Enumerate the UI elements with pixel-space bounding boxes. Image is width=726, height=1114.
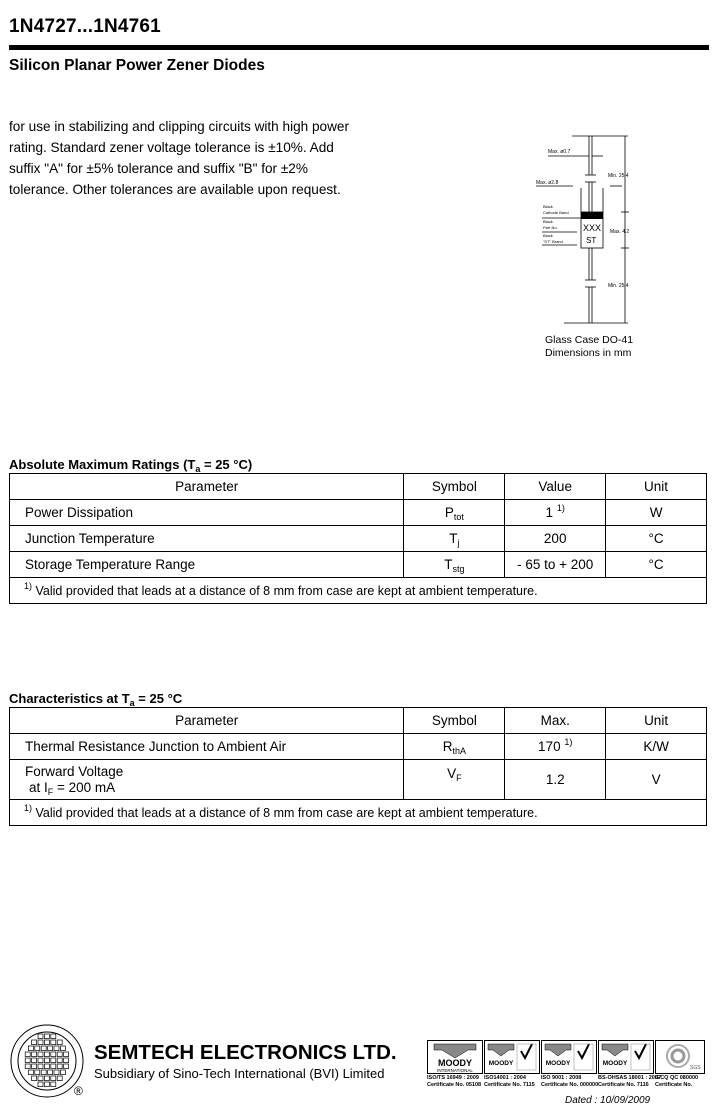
header-parameter: Parameter [10,708,404,734]
svg-text:INTERNATIONAL: INTERNATIONAL [437,1068,473,1073]
logo-cell [38,1064,43,1069]
cell-parameter: Thermal Resistance Junction to Ambient Air [10,734,404,760]
svg-text:Part No.: Part No. [543,225,558,230]
logo-cell [48,1046,53,1051]
logo-cell [41,1046,46,1051]
table-footnote: $^{1)}$ Valid provided that leads at a distance of 8 mm from case are kept at ambient temperature. [10,800,707,826]
logo-cell [28,1046,33,1051]
logo-cell [32,1076,37,1081]
cell-unit: V [606,760,707,800]
package-caption [545,334,633,359]
characteristics-title: Characteristics at $T_a = 25$ °C [9,691,183,708]
logo-cell [35,1046,40,1051]
company-subsidiary: Subsidiary of Sino-Tech International (BVI) Limited [94,1066,385,1081]
cell-value: 1 $^{1)}$ [505,500,606,526]
svg-text:MOODY: MOODY [437,1058,473,1068]
logo-cell [38,1034,43,1039]
table-row [10,526,707,552]
logo-cell [51,1058,56,1063]
logo-cell [44,1058,49,1063]
logo-cell [25,1064,30,1069]
svg-text:Black: Black [543,233,553,238]
logo-cell [60,1046,65,1051]
cell-unit: °C [606,552,707,578]
logo-cell [44,1076,49,1081]
cert-logo-moody-ukas-3 [598,1040,654,1074]
svg-text:MOODY: MOODY [602,1060,628,1067]
svg-text:Cathode Band: Cathode Band [543,210,569,215]
table-row [10,552,707,578]
document-date: Dated : 10/09/2009 [565,1095,651,1106]
header-symbol: Symbol [404,708,505,734]
logo-cell [64,1052,69,1057]
logo-cell [57,1058,62,1063]
characteristics-table [9,707,707,826]
logo-cell [38,1076,43,1081]
document-title: 1N4727...1N4761 [9,16,161,37]
cert-logo-moody-ukas-2 [541,1040,597,1074]
logo-cell [51,1064,56,1069]
header-unit: Unit [606,708,707,734]
logo-cell [44,1040,49,1045]
registered-mark: ® [74,1084,83,1098]
logo-cell [44,1064,49,1069]
cell-value: 200 [505,526,606,552]
marking-part: XXX [583,223,602,233]
logo-cell [41,1070,46,1075]
cell-parameter: Junction Temperature [10,526,404,552]
logo-cell [32,1052,37,1057]
cert-text: ISO/TS 16949 : 2009 Certificate No. 05108 [427,1075,482,1088]
header-max: Max. [505,708,606,734]
table-header-row [10,474,707,500]
description-paragraph: for use in stabilizing and clipping circuits with high power rating. Standard zener voltage tolerance is ±10%. Add suffix "A" for ±5% tolerance and suffix "B" for ±2% tolerance. Other tolerances are available upon request. [9,119,350,197]
cell-value: 1.2 [505,760,606,800]
logo-cell [57,1040,62,1045]
logo-cell [38,1040,43,1045]
cert-text: IECQ QC 080000 Certificate No. [655,1075,699,1088]
logo-cell [51,1034,56,1039]
cell-parameter: Power Dissipation [10,500,404,526]
svg-text:Black: Black [543,219,553,224]
svg-text:Max. 4.2: Max. 4.2 [610,229,630,235]
table-header-row [10,708,707,734]
table-row [10,760,707,800]
cert-text: BS-OHSAS 18001 : 2007 Certificate No. 7116 [598,1075,661,1088]
title-rule [9,45,709,50]
logo-cell [32,1040,37,1045]
table-row [10,500,707,526]
table-note-row [10,800,707,826]
logo-cell [54,1046,59,1051]
header-symbol: Symbol [404,474,505,500]
cert-logo-sgs [655,1040,705,1074]
logo-cell [51,1076,56,1081]
header-value: Value [505,474,606,500]
company-name: SEMTECH ELECTRONICS LTD. [94,1041,397,1064]
logo-cell [25,1058,30,1063]
logo-cell [44,1082,49,1087]
logo-cell [64,1058,69,1063]
svg-text:Min. 25.4: Min. 25.4 [608,173,629,179]
cell-parameter: Forward Voltage at $I_F = 200$ mA [10,760,404,800]
cell-unit: K/W [606,734,707,760]
logo-cell [25,1052,30,1057]
logo-cell [64,1064,69,1069]
header-parameter: Parameter [10,474,404,500]
abs-max-table [9,473,707,604]
logo-cell [38,1058,43,1063]
logo-cell [51,1052,56,1057]
cell-symbol: $R_{thA}$ [404,734,505,760]
cell-symbol: $P_{tot}$ [404,500,505,526]
logo-cell [32,1058,37,1063]
logo-cell [57,1052,62,1057]
cell-unit: °C [606,526,707,552]
table-row [10,734,707,760]
logo-cell [60,1070,65,1075]
logo-cell [44,1034,49,1039]
svg-text:"ST" Brand: "ST" Brand [543,239,563,244]
cert-logo-moody-ukas-1 [484,1040,540,1074]
logo-cell [28,1070,33,1075]
cert-logo-moody-intl [427,1040,483,1074]
svg-text:Min. 25.4: Min. 25.4 [608,283,629,289]
svg-text:MOODY: MOODY [545,1060,571,1067]
logo-cell [51,1082,56,1087]
cell-parameter: Storage Temperature Range [10,552,404,578]
svg-text:Max. ø0.7: Max. ø0.7 [548,149,571,155]
abs-max-title: Absolute Maximum Ratings ($T_a = 25$ °C) [9,457,253,474]
logo-cell [57,1076,62,1081]
cert-text: ISO14001 : 2004 Certificate No. 7115 [484,1075,535,1088]
logo-cell [32,1064,37,1069]
header-unit: Unit [606,474,707,500]
cell-unit: W [606,500,707,526]
cell-value: - 65 to + 200 [505,552,606,578]
logo-cell [38,1082,43,1087]
table-note-row [10,578,707,604]
logo-cell [44,1052,49,1057]
svg-text:Max. ø2.8: Max. ø2.8 [536,180,559,186]
cell-symbol: $V_F$ [404,760,505,800]
document-subtitle: Silicon Planar Power Zener Diodes [9,57,265,74]
cert-text: ISO 9001 : 2008 Certificate No. 000000 [541,1075,599,1088]
package-caption-units: Dimensions in mm [545,346,632,359]
logo-cell [57,1064,62,1069]
package-caption-case: Glass Case DO-41 [545,334,634,346]
logo-cell [48,1070,53,1075]
svg-text:Black: Black [543,204,553,209]
logo-cell [35,1070,40,1075]
cell-symbol: $T_j$ [404,526,505,552]
cell-value: 170 $^{1)}$ [505,734,606,760]
package-drawing [528,130,648,330]
marking-brand: ST [586,236,597,245]
cathode-band [581,212,603,219]
svg-text:MOODY: MOODY [488,1060,514,1067]
logo-cell [54,1070,59,1075]
logo-cell [38,1052,43,1057]
svg-text:SGS: SGS [690,1065,701,1071]
cell-symbol: $T_{stg}$ [404,552,505,578]
logo-cell [51,1040,56,1045]
table-footnote: $^{1)}$ Valid provided that leads at a distance of 8 mm from case are kept at ambient temperature. [10,578,707,604]
